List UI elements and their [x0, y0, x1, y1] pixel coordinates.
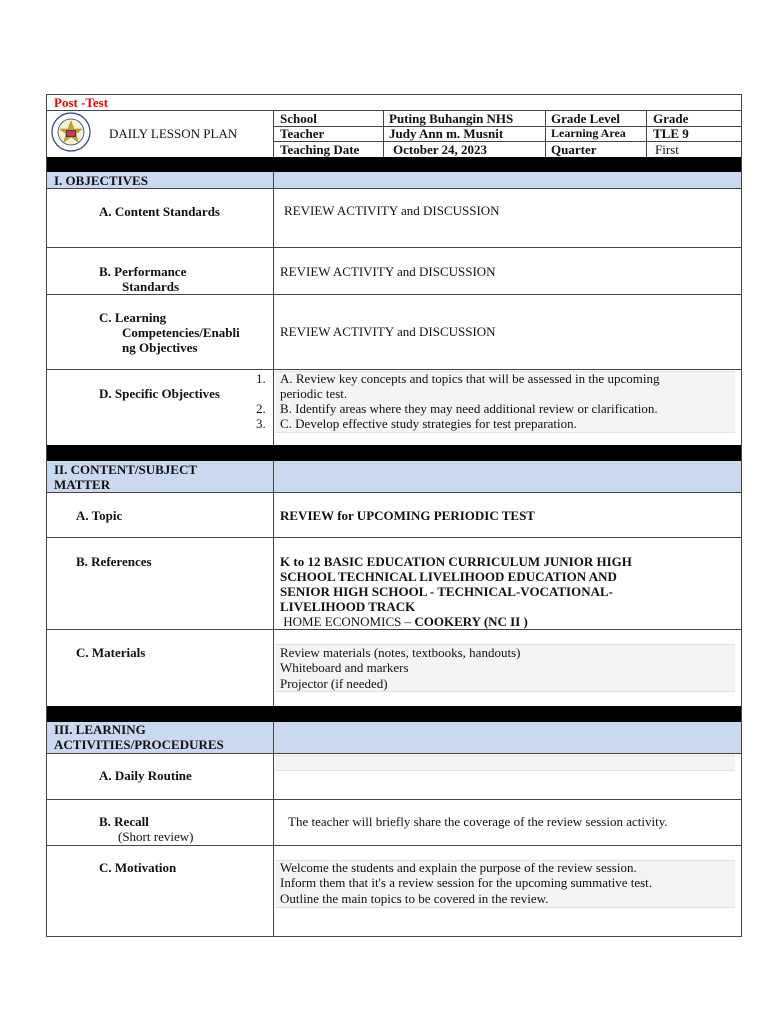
reference-cookery-text: COOKERY (NC II ): [414, 614, 528, 629]
grade-level-label: Grade Level: [551, 111, 620, 126]
performance-standards-label-2: Standards: [122, 279, 180, 294]
divider: [47, 537, 741, 538]
divider: [47, 188, 741, 189]
school-label: School: [280, 111, 317, 126]
objectives-header: [47, 172, 741, 188]
teacher-value: Judy Ann m. Musnit: [389, 126, 504, 141]
divider: [47, 845, 741, 846]
divider: [47, 492, 741, 493]
recall-label: B. Recall: [99, 814, 149, 829]
divider: [47, 799, 741, 800]
material-item: Review materials (notes, textbooks, handouts): [280, 645, 521, 660]
recall-value: The teacher will briefly share the coverage of the review session activity.: [288, 814, 668, 829]
teaching-date-value: October 24, 2023: [393, 142, 487, 157]
materials-label: C. Materials: [76, 645, 146, 660]
material-item: Whiteboard and markers: [280, 660, 409, 675]
divider: [273, 110, 274, 157]
specific-objective-item: A. Review key concepts and topics that will be assessed in the upcoming: [280, 371, 660, 386]
list-number: 2.: [256, 401, 266, 416]
activities-title-2: ACTIVITIES/PROCEDURES: [54, 737, 224, 752]
reference-line: K to 12 BASIC EDUCATION CURRICULUM JUNIOR HIGH: [280, 554, 632, 569]
motivation-item: Outline the main topics to be covered in the review.: [280, 891, 549, 906]
competencies-value: REVIEW ACTIVITY and DISCUSSION: [280, 324, 496, 339]
divider: [47, 753, 741, 754]
grade-level-value: Grade: [653, 111, 689, 126]
competencies-label-3: ng Objectives: [122, 340, 198, 355]
reference-line: LIVELIHOOD TRACK: [280, 599, 416, 614]
content-title-1: II. CONTENT/SUBJECT: [54, 462, 198, 477]
content-standards-label: A. Content Standards: [99, 204, 220, 219]
divider: [545, 110, 546, 157]
section-separator: [47, 157, 741, 172]
motivation-item: Inform them that it's a review session for the upcoming summative test.: [280, 875, 653, 890]
content-standards-value: REVIEW ACTIVITY and DISCUSSION: [284, 203, 500, 218]
material-item: Projector (if needed): [280, 676, 388, 691]
learning-area-label: Learning Area: [551, 126, 626, 140]
reference-home-economics: [280, 614, 528, 629]
topic-label: A. Topic: [76, 508, 123, 523]
motivation-item: Welcome the students and explain the purpose of the review session.: [280, 860, 637, 875]
school-value: Puting Buhangin NHS: [389, 111, 514, 126]
divider: [646, 110, 647, 157]
daily-routine-label: A. Daily Routine: [99, 768, 192, 783]
post-test-label: Post -Test: [54, 95, 109, 110]
specific-objectives-label: D. Specific Objectives: [99, 386, 220, 401]
motivation-label: C. Motivation: [99, 860, 177, 875]
daily-routine-box: [275, 755, 735, 771]
references-label: B. References: [76, 554, 152, 569]
learning-area-value: TLE 9: [653, 126, 689, 141]
divider: [273, 722, 274, 937]
objectives-title: I. OBJECTIVES: [54, 173, 148, 188]
recall-sub-label: (Short review): [118, 829, 194, 844]
specific-objective-item: periodic test.: [280, 386, 348, 401]
content-title-2: MATTER: [54, 477, 111, 492]
specific-objective-item: C. Develop effective study strategies for test preparation.: [280, 416, 577, 431]
divider: [383, 110, 384, 157]
specific-objective-item: B. Identify areas where they may need additional review or clarification.: [280, 401, 658, 416]
list-number: 1.: [256, 371, 266, 386]
divider: [47, 247, 741, 248]
topic-value: REVIEW for UPCOMING PERIODIC TEST: [280, 508, 535, 523]
quarter-label: Quarter: [551, 142, 597, 157]
teacher-label: Teacher: [280, 126, 325, 141]
divider: [47, 369, 741, 370]
divider: [47, 629, 741, 630]
lesson-plan-document: [46, 94, 742, 937]
competencies-label-1: C. Learning: [99, 310, 167, 325]
list-number: 3.: [256, 416, 266, 431]
divider: [273, 172, 274, 445]
performance-standards-value: REVIEW ACTIVITY and DISCUSSION: [280, 264, 496, 279]
reference-line: SENIOR HIGH SCHOOL - TECHNICAL-VOCATIONAL-: [280, 584, 613, 599]
competencies-label-2: Competencies/Enabli: [122, 325, 240, 340]
plan-title: DAILY LESSON PLAN: [109, 126, 238, 141]
reference-he-text: HOME ECONOMICS –: [280, 614, 415, 629]
quarter-value: First: [655, 142, 679, 157]
divider: [273, 461, 274, 706]
performance-standards-label-1: B. Performance: [99, 264, 187, 279]
deped-seal-logo: [51, 112, 91, 152]
section-separator: [47, 706, 741, 722]
activities-title-1: III. LEARNING: [54, 722, 146, 737]
reference-line: SCHOOL TECHNICAL LIVELIHOOD EDUCATION AND: [280, 569, 617, 584]
divider: [47, 294, 741, 295]
teaching-date-label: Teaching Date: [280, 142, 360, 157]
section-separator: [47, 445, 741, 461]
